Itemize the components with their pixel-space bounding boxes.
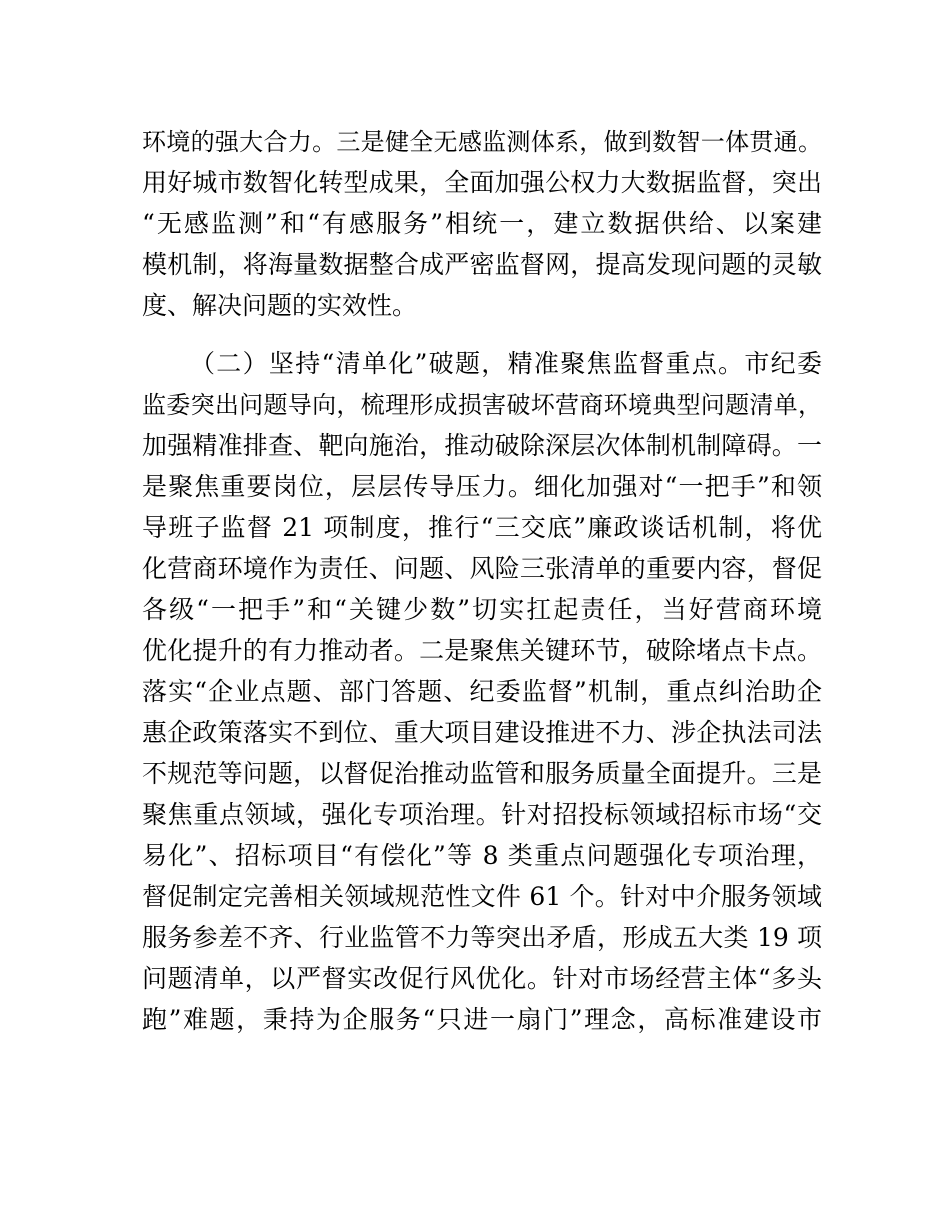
text-line: 服务参差不齐、行业监管不力等突出矛盾，形成五大类 19 项 — [142, 923, 822, 952]
text-line: 不规范等问题，以督促治推动监管和服务质量全面提升。三是 — [142, 759, 822, 788]
text-line: 监委突出问题导向，梳理形成损害破坏营商环境典型问题清单， — [142, 391, 822, 419]
text-line: 用好城市数智化转型成果，全面加强公权力大数据监督，突出 — [142, 168, 822, 197]
text-line: “无感监测”和“有感服务”相统一，建立数据供给、以案建 — [142, 209, 822, 238]
text-line: 环境的强大合力。三是健全无感监测体系，做到数智一体贯通。 — [142, 128, 822, 156]
text-line: 惠企政策落实不到位、重大项目建设推进不力、涉企执法司法 — [142, 718, 822, 747]
text-line: 易化”、招标项目“有偿化”等 8 类重点问题强化专项治理， — [142, 841, 822, 870]
text-line: 聚焦重点领域，强化专项治理。针对招投标领域招标市场“交 — [142, 800, 822, 829]
text-line: 导班子监督 21 项制度，推行“三交底”廉政谈话机制，将优 — [142, 513, 822, 542]
text-line: 督促制定完善相关领域规范性文件 61 个。针对中介服务领域 — [142, 882, 822, 911]
text-line: 加强精准排查、靶向施治，推动破除深层次体制机制障碍。一 — [142, 431, 822, 460]
text-line: 优化提升的有力推动者。二是聚焦关键环节，破除堵点卡点。 — [142, 636, 822, 665]
text-line: 化营商环境作为责任、问题、风险三张清单的重要内容，督促 — [142, 554, 822, 583]
section-heading-line: （二）坚持“清单化”破题，精准聚焦监督重点。市纪委 — [190, 349, 822, 378]
text-line: 问题清单，以严督实改促行风优化。针对市场经营主体“多头 — [142, 964, 822, 993]
text-line: 各级“一把手”和“关键少数”切实扛起责任，当好营商环境 — [142, 595, 822, 624]
text-line: 是聚焦重要岗位，层层传导压力。细化加强对“一把手”和领 — [142, 472, 822, 501]
text-line: 度、解决问题的实效性。 — [142, 291, 418, 320]
text-line: 落实“企业点题、部门答题、纪委监督”机制，重点纠治助企 — [142, 677, 822, 706]
text-line: 跑”难题，秉持为企服务“只进一扇门”理念，高标准建设市 — [142, 1005, 822, 1034]
text-line: 模机制，将海量数据整合成严密监督网，提高发现问题的灵敏 — [142, 250, 822, 279]
